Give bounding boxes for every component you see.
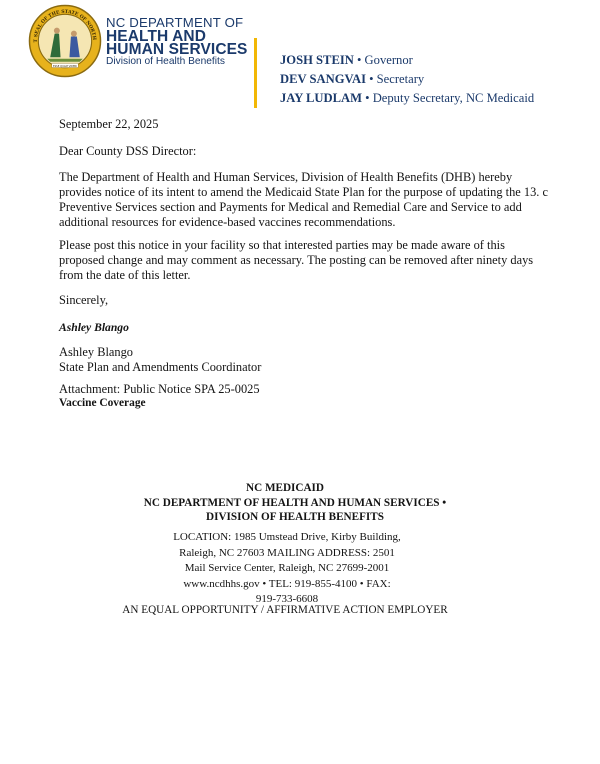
footer-address: LOCATION: 1985 Umstead Drive, Kirby Building, Raleigh, NC 27603 MAILING ADDRESS: 2501 Mail Service Center, Raleigh, NC 27699-2001 www.ncdhhs.gov • TEL: 919-855-4100 • FAX: 919-733-6608 bbox=[173, 531, 401, 605]
attachment-subject: Vaccine Coverage bbox=[59, 397, 146, 409]
signer-block bbox=[59, 345, 261, 375]
footer-department: NC DEPARTMENT OF HEALTH AND HUMAN SERVICES • bbox=[143, 497, 447, 509]
agency-name-line2: HEALTH AND bbox=[106, 28, 207, 45]
letter-salutation: Dear County DSS Director: bbox=[59, 144, 197, 158]
letter-closing: Sincerely, bbox=[59, 293, 109, 307]
agency-name-line1: NC DEPARTMENT OF bbox=[106, 15, 244, 30]
letter-paragraph-1: The Department of Health and Human Services, Division of Health Benefits (DHB) hereby provides notice of its intent to amend the Medicaid State Plan for the purpose of updating the 13. c Preventive Services section and Payments for Medical and Remedial Care and Service to add additional resources for evidence-based vaccines recommendations. bbox=[59, 170, 548, 229]
signer-name: Ashley Blango bbox=[59, 345, 133, 359]
header-divider bbox=[254, 38, 257, 108]
letter-paragraph-2: Please post this notice in your facility so that interested parties may be made aware of this proposed change and may comment as necessary. The posting can be removed after ninety days from the date of this letter. bbox=[59, 238, 534, 282]
leader-governor: JOSH STEIN • Governor bbox=[280, 53, 413, 67]
footer-eoe-statement: AN EQUAL OPPORTUNITY / AFFIRMATIVE ACTION EMPLOYER bbox=[122, 604, 448, 616]
letter-date: September 22, 2025 bbox=[59, 117, 159, 131]
division-name: Division of Health Benefits bbox=[106, 56, 225, 67]
attachment-line: Attachment: Public Notice SPA 25-0025 bbox=[59, 382, 260, 396]
signer-title: State Plan and Amendments Coordinator bbox=[59, 360, 262, 374]
signature: Ashley Blango bbox=[59, 321, 129, 334]
footer-program: NC MEDICAID bbox=[245, 482, 324, 494]
agency-name-line3: HUMAN SERVICES bbox=[106, 41, 248, 58]
leader-secretary: DEV SANGVAI • Secretary bbox=[280, 72, 425, 86]
leader-deputy-secretary: JAY LUDLAM • Deputy Secretary, NC Medicaid bbox=[280, 91, 535, 105]
seal-banner-text: ESSE QUAM VIDERI bbox=[52, 64, 78, 68]
seal-ring-text: T SEAL OF THE STATE OF NORTH bbox=[33, 9, 97, 43]
footer-division: DIVISION OF HEALTH BENEFITS bbox=[206, 511, 384, 523]
nc-seal-logo bbox=[28, 4, 102, 78]
